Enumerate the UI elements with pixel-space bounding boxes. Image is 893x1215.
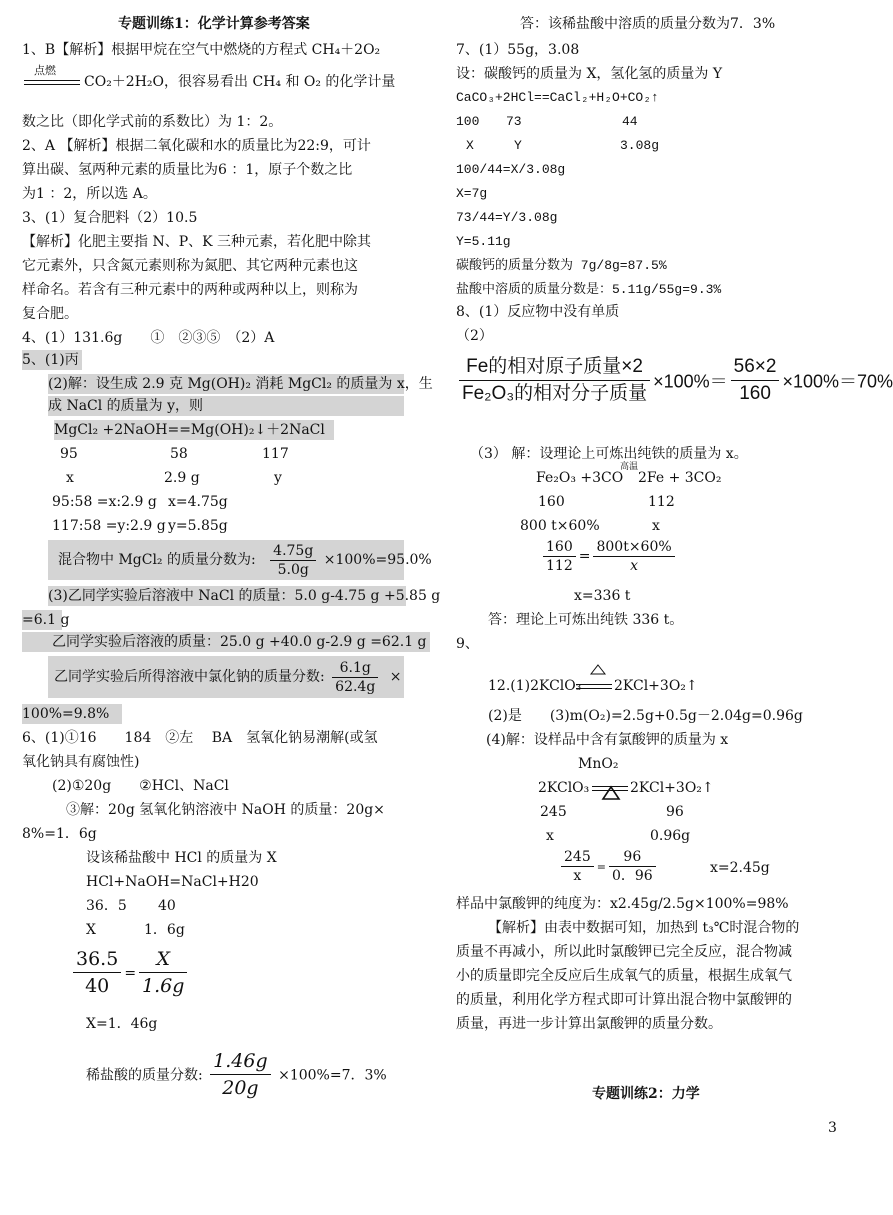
q9-frac1-num: 245	[561, 848, 594, 867]
q9-v1: x	[546, 828, 554, 844]
q9-analysis1: 【解析】由表中数据可知，加热到 t₃℃时混合物的	[488, 920, 800, 936]
q9-catalyst: MnO₂	[578, 756, 619, 772]
q5-p2a: 117:58 =y:2.9 g	[52, 518, 166, 534]
q5-f2-den: 62.4g	[335, 678, 376, 695]
q6-final-label: 稀盐酸的质量分数:	[86, 1067, 203, 1084]
q8-m1: 160	[538, 494, 565, 510]
q7-m3: 44	[622, 114, 638, 129]
q5-frac-label: 混合物中 MgCl₂ 的质量分数为:	[58, 552, 256, 568]
q8-proportion: $\frac{160}{112}$ = $\frac{800t\times 60\%}{x}$	[540, 538, 678, 575]
q8-pfrac1	[543, 538, 576, 575]
q8-eq-left: Fe₂O₃ +3CO	[536, 470, 624, 486]
q4-line1: 4、(1）131.6g ① ②③⑤ （2）A	[22, 330, 275, 346]
q9-eq2-left: 2KClO₃	[538, 780, 590, 796]
q6-proportion: $\frac{36.5}{40}$ = $\frac{X}{1.6g}$	[70, 946, 190, 999]
q8-pfrac2-num: 800t×60%	[593, 538, 674, 557]
q5-line8: 100%=9.8%	[22, 704, 122, 724]
q9-frac1-den: x	[573, 868, 582, 884]
q8-pfrac1-num: 160	[543, 538, 576, 557]
q8-v2: x	[652, 518, 660, 534]
q8-pfrac2	[593, 538, 674, 575]
q9-line2: (2)是 (3)m(O₂)=2.5g+0.5g－2.04g=0.96g	[488, 708, 803, 724]
eq1-double-line-top	[576, 684, 612, 685]
q6-final-frac	[210, 1048, 270, 1101]
q6-v2: 1．6g	[144, 922, 185, 938]
heat-triangle-icon-2	[602, 786, 620, 800]
q5-line1: 5、(1)丙	[22, 350, 82, 370]
q7-p2: X=7g	[456, 186, 488, 201]
q8-frac2	[731, 354, 780, 407]
q8-eq-right: 2Fe + 3CO₂	[638, 470, 722, 486]
q5-line3: 成 NaCl 的质量为 y，则	[48, 396, 404, 416]
q5-frac-tail: ×100%=95.0%	[323, 552, 432, 568]
q5-m3: 117	[262, 446, 289, 462]
q8-frac1-num: Fe的相对原子质量×2	[459, 354, 650, 381]
q5-line5: =6.1 g	[22, 612, 70, 628]
q6-line6: 设该稀盐酸中 HCl 的质量为 X	[86, 850, 277, 866]
q8-line1: 8、(1）反应物中没有单质	[456, 304, 620, 320]
q5-fraction2	[332, 659, 378, 696]
heat-triangle-svg	[590, 664, 606, 675]
q6-line5: 8%=1．6g	[22, 826, 97, 842]
q8-frac1	[459, 354, 650, 407]
q9-proportion: $\frac{245}{x}$ = $\frac{96}{0.96}$	[558, 848, 659, 885]
q7-v3: 3.08g	[620, 138, 660, 153]
q9-frac1	[561, 848, 594, 885]
q7-line2: 设：碳酸钙的质量为 X，氢化氢的质量为 Y	[456, 66, 723, 82]
q7-p3: 73/44=Y/3.08g	[456, 210, 558, 225]
q8-tail: ×100%＝70%	[782, 371, 893, 392]
eq-double-line-top	[24, 80, 80, 81]
q5-line4: (3)乙同学实验后溶液中 NaCl 的质量：5.0 g-4.75 g +5.85 g	[48, 588, 441, 604]
q8-eq-condition: 高温	[620, 462, 639, 472]
q1-line1: 1、B【解析】根据甲烷在空气中燃烧的方程式 CH₄＋2O₂	[22, 42, 381, 58]
q9-m2: 96	[666, 804, 684, 820]
q6-line4: ③解：20g 氢氧化钠溶液中 NaOH 的质量：20g×	[66, 802, 385, 818]
q7-v1: X	[466, 138, 474, 153]
q6-line3: (2)①20g ②HCl、NaCl	[52, 778, 229, 794]
q9-eq2-right: 2KCl+3O₂↑	[630, 780, 714, 796]
q6-m1: 36．5	[86, 898, 127, 914]
q5-p2b: y=5.85g	[168, 518, 228, 534]
q5-line2: (2)解：设生成 2.9 克 Mg(OH)₂ 消耗 MgCl₂ 的质量为 x，生	[48, 376, 433, 392]
q6-equation: HCl+NaOH=NaCl+H20	[86, 874, 259, 890]
q9-frac2-den: 0．96	[611, 868, 653, 884]
q5-m1: 95	[60, 446, 78, 462]
q5-p1b: x=4.75g	[168, 494, 228, 510]
q9-purity: 样品中氯酸钾的纯度为：x2.45g/2.5g×100%=98%	[456, 896, 789, 912]
q5-p1a: 95:58 =x:2.9 g	[52, 494, 157, 510]
q5-fraction	[270, 542, 316, 579]
q3-line2: 【解析】化肥主要指 N、P、K 三种元素，若化肥中除其	[22, 234, 372, 250]
q7-p1: 100/44=X/3.08g	[456, 162, 566, 177]
q5-f2-tail: ×	[389, 669, 402, 685]
q8-mid: ×100%＝	[653, 371, 728, 392]
page-number: 3	[828, 1120, 837, 1136]
q2-line2: 算出碳、氢两种元素的质量比为6 ：1，原子个数之比	[22, 162, 353, 178]
q2-line1: 2、A 【解析】根据二氧化碳和水的质量比为22:9，可计	[22, 138, 371, 154]
q6-line1: 6、(1)①16 184 ②左 BA 氢氧化钠易潮解(或氢	[22, 730, 378, 746]
q6-frac2-den: 1.6g	[142, 975, 185, 997]
q3-line5: 复合肥。	[22, 306, 78, 322]
q8-v1: 800 t×60%	[520, 518, 600, 534]
q9-line3: (4)解：设样品中含有氯酸钾的质量为 x	[486, 732, 729, 748]
q8-formula	[456, 354, 893, 407]
q6-frac2-num: X	[139, 946, 187, 973]
q9-eq1-right: 2KCl+3O₂↑	[614, 678, 698, 694]
q6-line2: 氧化钠具有腐蚀性)	[22, 754, 140, 770]
q5-equation: MgCl₂ +2NaOH==Mg(OH)₂↓＋2NaCl	[54, 420, 334, 440]
q5-line7-text: 乙同学实验后所得溶液中氯化钠的质量分数:	[54, 669, 325, 685]
q7-m1: 100	[456, 114, 480, 129]
q7-p5: 碳酸钙的质量分数为 7g/8g=87.5%	[456, 258, 667, 273]
q5-line6	[22, 632, 430, 652]
q9-m1: 245	[540, 804, 567, 820]
q8-frac1-den: Fe₂O₃的相对分子质量	[462, 383, 648, 404]
q5-f2-num: 6.1g	[332, 659, 378, 678]
q5-line6-text: 乙同学实验后溶液的质量：25.0 g +40.0 g-2.9 g =62.1 g	[52, 634, 427, 650]
heat-triangle-icon	[590, 664, 606, 674]
q6-result: X=1．46g	[86, 1016, 158, 1032]
q2-line3: 为1 ：2，所以选 A。	[22, 186, 157, 202]
section-title: 专题训练1：化学计算参考答案	[118, 16, 310, 32]
q8-pfrac1-den: 112	[546, 558, 573, 574]
q9-eq1-left: 12.(1)2KClO₃	[488, 678, 582, 694]
q9-frac2-num: 96	[609, 848, 656, 867]
q6-frac1-num: 36.5	[73, 946, 121, 973]
q6-frac1	[73, 946, 121, 999]
q5-v3: y	[274, 470, 282, 486]
q5-frac-den: 5.0g	[277, 561, 309, 578]
q5-v1: x	[66, 470, 74, 486]
q6-final-den: 20g	[222, 1077, 259, 1099]
q5-v2: 2.9 g	[164, 470, 200, 486]
q3-line4: 样命名。若含有三种元素中的两种或两种以上，则称为	[22, 282, 358, 298]
q9-analysis3: 小的质量即完全反应后生成氧气的质量，根据生成氧气	[456, 968, 792, 984]
eq-double-line-bottom	[24, 84, 80, 85]
q8-pfrac2-den: x	[630, 558, 639, 574]
q8-line3: （3） 解：设理论上可炼出纯铁的质量为 x。	[470, 446, 748, 462]
next-section-title: 专题训练2：力学	[592, 1086, 700, 1102]
q3-line3: 它元素外，只含氮元素则称为氮肥、其它两种元素也这	[22, 258, 358, 274]
q6-final-tail: ×100%=7．3%	[278, 1067, 387, 1084]
q5-fraction-line	[48, 540, 432, 580]
q6-v1: X	[86, 922, 96, 938]
q8-answer: 答：理论上可炼出纯铁 336 t。	[488, 612, 684, 628]
eq1-double-line-bottom	[576, 688, 612, 689]
q9-analysis2: 质量不再减小，所以此时氯酸钾已完全反应，混合物减	[456, 944, 792, 960]
q7-v2: Y	[514, 138, 522, 153]
q1-line3: 数之比（即化学式前的系数比）为 1：2。	[22, 114, 283, 130]
q9-v2: 0.96g	[650, 828, 691, 844]
q3-line1: 3、(1）复合肥料（2）10.5	[22, 210, 198, 226]
q6-frac1-den: 40	[85, 975, 110, 997]
q6-m2: 40	[158, 898, 176, 914]
q8-frac2-den: 160	[739, 383, 771, 404]
q6-answer: 答：该稀盐酸中溶质的质量分数为7．3%	[520, 16, 776, 32]
q9-analysis5: 质量，再进一步计算出氯酸钾的质量分数。	[456, 1016, 722, 1032]
q7-p4: Y=5.11g	[456, 234, 511, 249]
q1-condition: 点燃	[34, 64, 56, 77]
q6-frac2	[139, 946, 187, 999]
q9-result: x=2.45g	[710, 860, 770, 876]
q8-line2: （2）	[456, 328, 493, 344]
q7-line1: 7、(1）55g，3.08	[456, 42, 580, 58]
q9-frac2	[609, 848, 656, 885]
q7-equation: CaCO₃+2HCl==CaCl₂+H₂O+CO₂↑	[456, 90, 659, 105]
q1-line2: CO₂＋2H₂O，很容易看出 CH₄ 和 O₂ 的化学计量	[84, 74, 396, 90]
q5-m2: 58	[170, 446, 188, 462]
q7-p6: 盐酸中溶质的质量分数是：5.11g/55g=9.3%	[456, 282, 722, 297]
q9-line1: 9、	[456, 636, 479, 652]
q6-final-num: 1.46g	[210, 1048, 270, 1075]
q5-line7	[48, 656, 404, 698]
q8-m2: 112	[648, 494, 675, 510]
q5-frac-num: 4.75g	[270, 542, 316, 561]
q9-analysis4: 的质量，利用化学方程式即可计算出混合物中氯酸钾的	[456, 992, 792, 1008]
q6-final	[86, 1048, 387, 1101]
q8-frac2-num: 56×2	[731, 354, 780, 381]
q7-m2: 73	[506, 114, 522, 129]
q8-result: x=336 t	[574, 588, 631, 604]
